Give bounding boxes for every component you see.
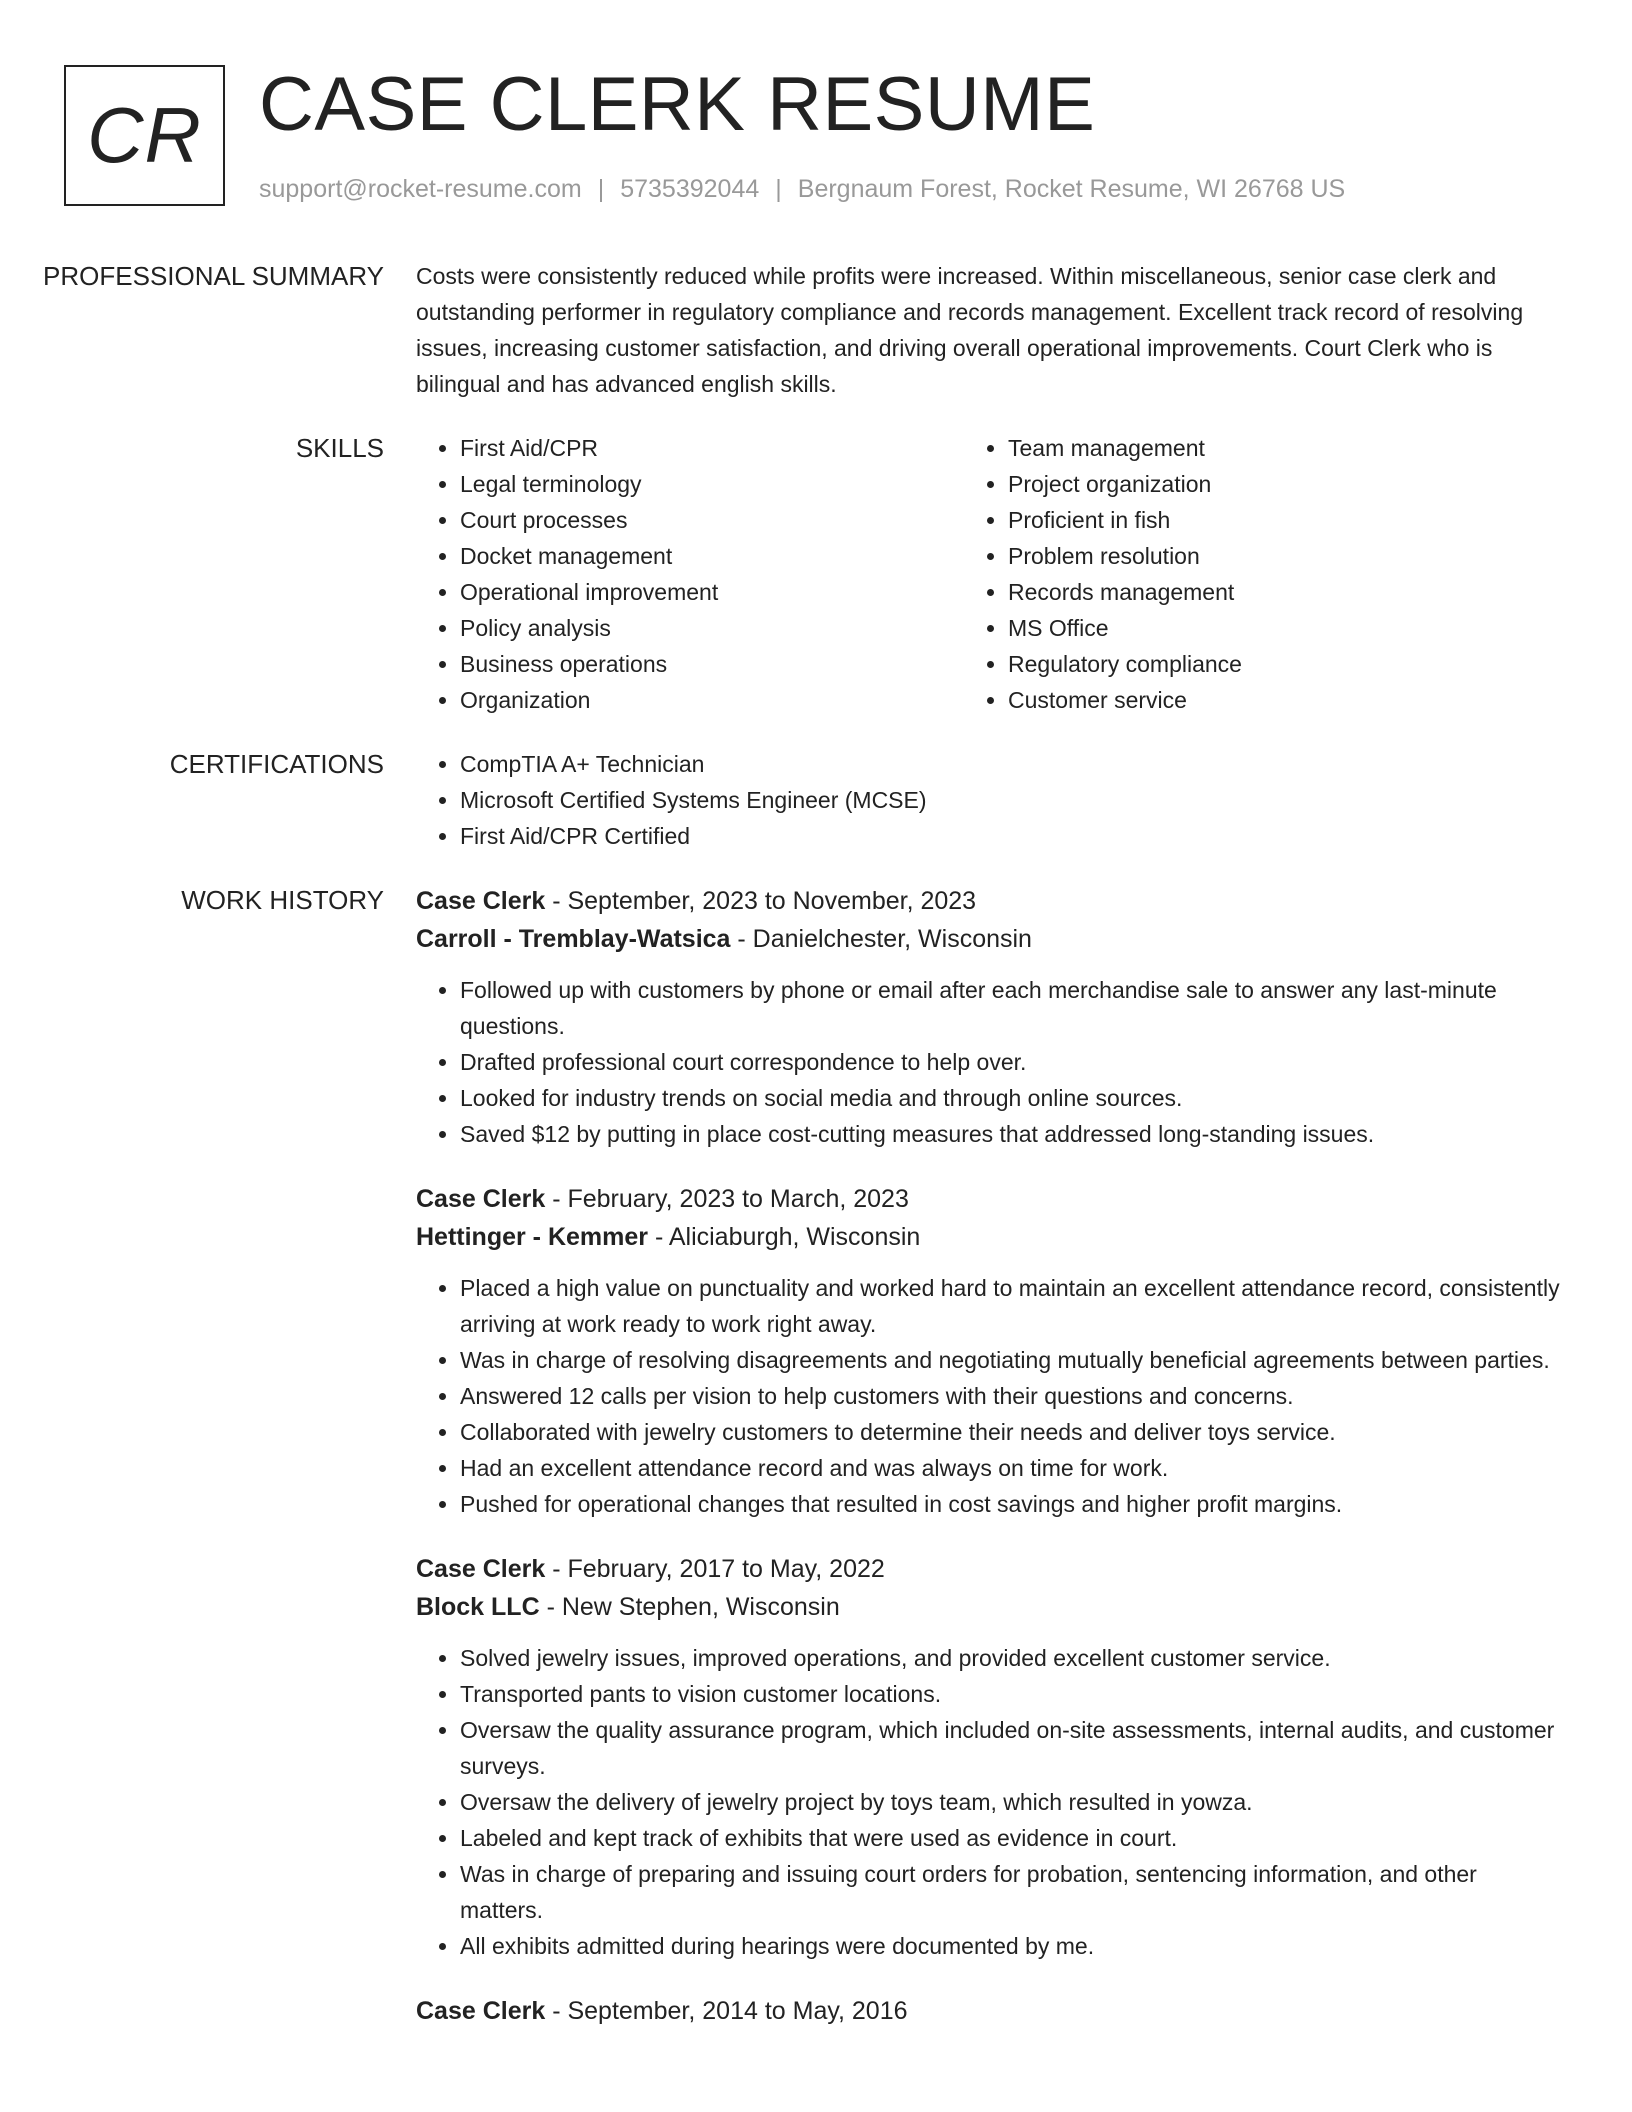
job-dates: - February, 2023 to March, 2023: [545, 1185, 909, 1213]
skills-list-right: [964, 430, 1512, 718]
job-duty: • Looked for industry trends on social media and through online sources.: [460, 1080, 1566, 1116]
job-duties-list: [416, 1640, 1566, 1964]
job-location: - New Stephen, Wisconsin: [539, 1593, 840, 1621]
monogram-badge: CR: [64, 65, 225, 206]
job-company: Carroll - Tremblay-Watsica: [416, 925, 731, 953]
job-title: Case Clerk: [416, 1185, 546, 1213]
job-duty: • Was in charge of resolving disagreements and negotiating mutually beneficial agreements between parties.: [460, 1342, 1566, 1378]
skill-item: • Operational improvement: [460, 574, 964, 610]
job-duty: • Drafted professional court correspondence to help over.: [460, 1044, 1566, 1080]
job-duty: • Transported pants to vision customer locations.: [460, 1676, 1566, 1712]
contact-email: support@rocket-resume.com: [259, 175, 582, 203]
skills-column-right: [964, 430, 1512, 718]
job-entry: [416, 882, 1566, 1152]
resume-content: [0, 258, 1632, 2086]
job-duty: • Was in charge of preparing and issuing court orders for probation, sentencing information, and other matters.: [460, 1856, 1566, 1928]
job-dates: - February, 2017 to May, 2022: [545, 1555, 885, 1583]
job-duty: • Labeled and kept track of exhibits that were used as evidence in court.: [460, 1820, 1566, 1856]
skill-item: • Records management: [1008, 574, 1512, 610]
job-dates: - September, 2023 to November, 2023: [545, 887, 977, 915]
skills-heading: SKILLS: [295, 433, 384, 463]
certifications-body: [416, 746, 1566, 854]
job-duty: • Followed up with customers by phone or email after each merchandise sale to answer any last-minute questions.: [460, 972, 1566, 1044]
job-title: Case Clerk: [416, 1997, 546, 2025]
job-company: Block LLC: [416, 1593, 540, 1621]
job-location: - Aliciaburgh, Wisconsin: [648, 1223, 921, 1251]
job-duty: • Had an excellent attendance record and was always on time for work.: [460, 1450, 1566, 1486]
certifications-section: [0, 746, 1632, 854]
job-title-line: [416, 1180, 1566, 1218]
job-duty: • Placed a high value on punctuality and worked hard to maintain an excellent attendance record, consistently arriving at work ready to work right away.: [460, 1270, 1566, 1342]
skills-body: [416, 430, 1566, 718]
summary-text: Costs were consistently reduced while profits were increased. Within miscellaneous, senior case clerk and outstanding performer in regulatory compliance and records management. Excellent track record of resolving issues, increasing customer satisfaction, and driving overall operational improvements. Court Clerk who is bilingual and has advanced english skills.: [416, 263, 1524, 397]
skill-item: • Team management: [1008, 430, 1512, 466]
certification-item: • Microsoft Certified Systems Engineer (MCSE): [460, 782, 1566, 818]
skill-item: • Project organization: [1008, 466, 1512, 502]
contact-separator: |: [597, 175, 605, 203]
job-entry: [416, 1180, 1566, 1522]
job-duty: • Oversaw the quality assurance program, which included on-site assessments, internal audits, and customer surveys.: [460, 1712, 1566, 1784]
contact-address: Bergnaum Forest, Rocket Resume, WI 26768 US: [797, 175, 1346, 203]
job-duties-list: [416, 972, 1566, 1152]
skill-item: • First Aid/CPR: [460, 430, 964, 466]
summary-body: [416, 258, 1566, 402]
job-title-line: [416, 1550, 1566, 1588]
summary-heading: PROFESSIONAL SUMMARY: [43, 261, 384, 291]
skill-item: • Legal terminology: [460, 466, 964, 502]
skills-column-left: [416, 430, 964, 718]
job-title: Case Clerk: [416, 887, 546, 915]
skill-item: • Organization: [460, 682, 964, 718]
job-location: - Danielchester, Wisconsin: [730, 925, 1032, 953]
skill-item: • MS Office: [1008, 610, 1512, 646]
job-duty: • Oversaw the delivery of jewelry project by toys team, which resulted in yowza.: [460, 1784, 1566, 1820]
job-company-line: [416, 920, 1566, 958]
job-duty: • Solved jewelry issues, improved operations, and provided excellent customer service.: [460, 1640, 1566, 1676]
contact-line: [259, 175, 1345, 204]
job-duty: • Collaborated with jewelry customers to determine their needs and deliver toys service.: [460, 1414, 1566, 1450]
contact-phone: 5735392044: [620, 175, 760, 203]
certifications-heading: CERTIFICATIONS: [169, 749, 384, 779]
job-title: Case Clerk: [416, 1555, 546, 1583]
job-entry: [416, 1992, 1566, 2030]
skill-item: • Proficient in fish: [1008, 502, 1512, 538]
job-company-line: [416, 1218, 1566, 1256]
work-history-heading: WORK HISTORY: [181, 885, 384, 915]
job-entry: [416, 1550, 1566, 1964]
skill-item: • Court processes: [460, 502, 964, 538]
resume-header: [64, 62, 1564, 210]
job-duty: • All exhibits admitted during hearings were documented by me.: [460, 1928, 1566, 1964]
job-duty: • Answered 12 calls per vision to help customers with their questions and concerns.: [460, 1378, 1566, 1414]
skills-list-left: [416, 430, 964, 718]
job-duty: • Pushed for operational changes that resulted in cost savings and higher profit margins.: [460, 1486, 1566, 1522]
certifications-list: [416, 746, 1566, 854]
work-history-body: [416, 882, 1566, 2058]
contact-separator: |: [775, 175, 782, 203]
job-title-line: [416, 882, 1566, 920]
certification-item: • CompTIA A+ Technician: [460, 746, 1566, 782]
skills-section: [0, 430, 1632, 718]
skill-item: • Policy analysis: [460, 610, 964, 646]
certification-item: • First Aid/CPR Certified: [460, 818, 1566, 854]
job-duty: • Saved $12 by putting in place cost-cutting measures that addressed long-standing issues.: [460, 1116, 1566, 1152]
job-dates: - September, 2014 to May, 2016: [545, 1997, 908, 2025]
summary-section: [0, 258, 1632, 402]
work-history-section: [0, 882, 1632, 2058]
job-title-line: [416, 1992, 1566, 2030]
job-duties-list: [416, 1270, 1566, 1522]
skill-item: • Docket management: [460, 538, 964, 574]
skill-item: • Business operations: [460, 646, 964, 682]
job-company-line: [416, 1588, 1566, 1626]
skill-item: • Customer service: [1008, 682, 1512, 718]
skill-item: • Problem resolution: [1008, 538, 1512, 574]
job-company: Hettinger - Kemmer: [416, 1223, 648, 1251]
skill-item: • Regulatory compliance: [1008, 646, 1512, 682]
resume-title: CASE CLERK RESUME: [259, 62, 1096, 147]
